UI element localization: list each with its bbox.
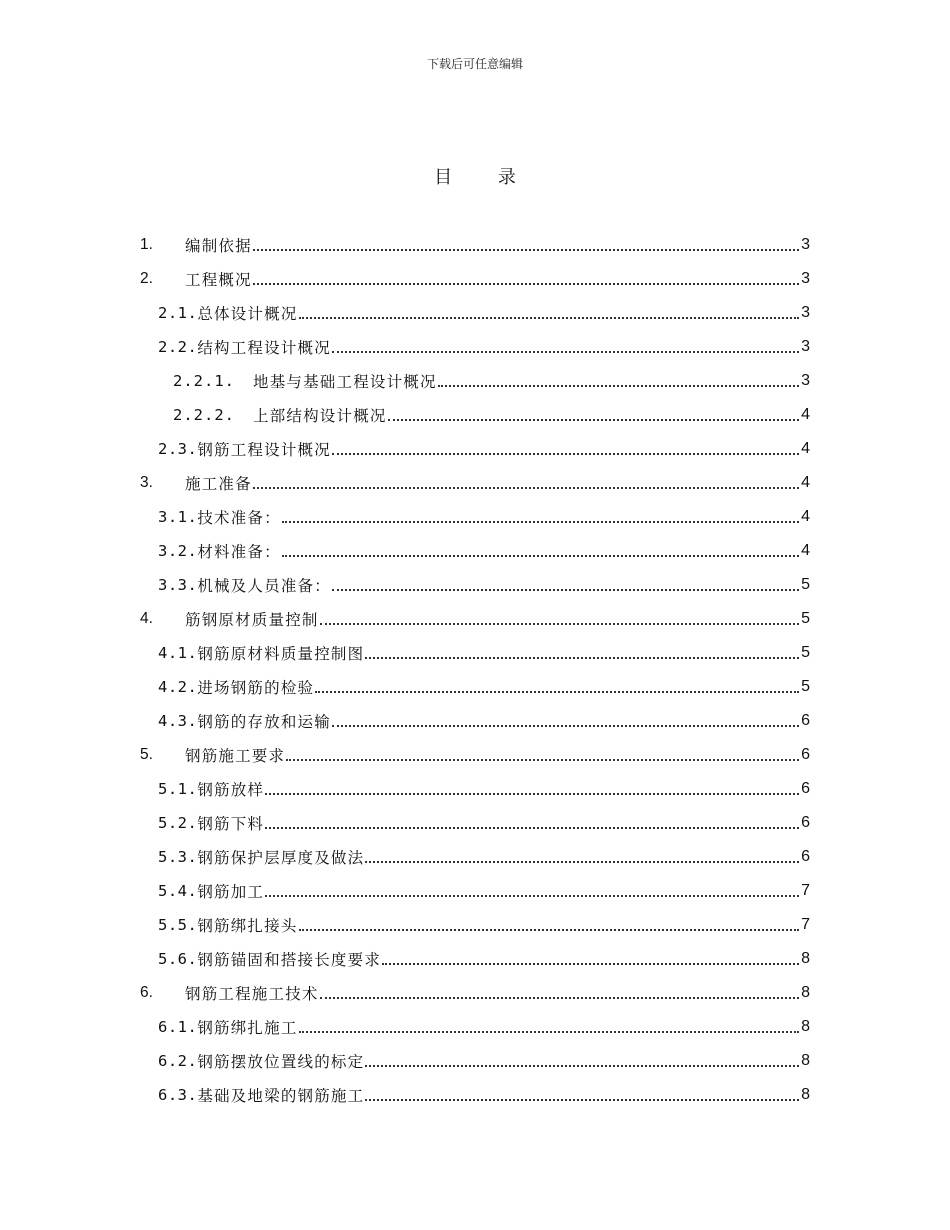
toc-entry-page: 5 xyxy=(801,678,810,695)
toc-entry-page: 8 xyxy=(801,1018,810,1035)
toc-entry-label: 钢筋的存放和运输 xyxy=(197,713,331,731)
toc-entry[interactable] xyxy=(140,228,810,262)
toc-dot-leader xyxy=(332,453,799,455)
toc-entry-label: 结构工程设计概况 xyxy=(197,339,331,357)
toc-entry-number: 1. xyxy=(140,236,153,253)
toc-entry-page: 4 xyxy=(801,440,810,457)
toc-entry-page: 6 xyxy=(801,814,810,831)
toc-entry-label: 钢筋原材料质量控制图 xyxy=(197,645,365,663)
toc-entry[interactable] xyxy=(140,908,810,942)
toc-entry-number: 6.2. xyxy=(158,1052,198,1070)
toc-entry-number: 6. xyxy=(140,984,153,1001)
toc-dot-leader xyxy=(388,419,799,421)
toc-dot-leader xyxy=(332,351,799,353)
toc-dot-leader xyxy=(253,487,799,489)
toc-dot-leader xyxy=(365,1099,799,1101)
toc-entry-number: 2. xyxy=(140,270,153,287)
toc-entry-number: 5.5. xyxy=(158,916,198,934)
toc-entry[interactable] xyxy=(140,296,810,330)
toc-entry-label: 钢筋施工要求 xyxy=(185,747,286,765)
toc-entry-number: 5.2. xyxy=(158,814,198,832)
toc-entry-label: 钢筋加工 xyxy=(197,883,265,901)
toc-entry-number: 2.2.2. xyxy=(173,406,235,424)
toc-entry[interactable] xyxy=(140,466,810,500)
toc-entry-number: 6.3. xyxy=(158,1086,198,1104)
toc-entry-page: 3 xyxy=(801,270,810,287)
toc-entry-number: 3.1. xyxy=(158,508,198,526)
toc-entry-number: 3.2. xyxy=(158,542,198,560)
toc-entry-number: 2.3. xyxy=(158,440,198,458)
toc-entry-page: 8 xyxy=(801,1086,810,1103)
toc-entry-number: 2.2.1. xyxy=(173,372,235,390)
toc-entry-number: 5.3. xyxy=(158,848,198,866)
toc-entry[interactable] xyxy=(140,568,810,602)
table-of-contents xyxy=(140,228,810,1112)
toc-dot-leader xyxy=(365,861,799,863)
toc-dot-leader xyxy=(332,725,799,727)
toc-entry[interactable] xyxy=(140,432,810,466)
toc-dot-leader xyxy=(315,691,799,693)
toc-dot-leader xyxy=(265,827,799,829)
toc-entry[interactable] xyxy=(140,602,810,636)
toc-entry[interactable] xyxy=(140,262,810,296)
toc-entry-page: 3 xyxy=(801,372,810,389)
toc-entry-label: 钢筋工程设计概况 xyxy=(197,441,331,459)
toc-entry-page: 8 xyxy=(801,1052,810,1069)
toc-entry-page: 5 xyxy=(801,610,810,627)
toc-entry-number: 3.3. xyxy=(158,576,198,594)
toc-entry-number: 6.1. xyxy=(158,1018,198,1036)
toc-entry-page: 5 xyxy=(801,576,810,593)
toc-entry[interactable] xyxy=(140,772,810,806)
toc-entry-page: 4 xyxy=(801,406,810,423)
toc-dot-leader xyxy=(332,589,799,591)
toc-entry-page: 4 xyxy=(801,542,810,559)
toc-entry-label: 基础及地梁的钢筋施工 xyxy=(197,1087,365,1105)
toc-entry[interactable] xyxy=(140,330,810,364)
toc-entry-label: 技术准备： xyxy=(197,509,281,527)
toc-entry[interactable] xyxy=(140,806,810,840)
toc-entry-page: 7 xyxy=(801,916,810,933)
toc-dot-leader xyxy=(282,521,799,523)
toc-entry-number: 4.2. xyxy=(158,678,198,696)
toc-entry[interactable] xyxy=(140,670,810,704)
toc-entry-label: 上部结构设计概况 xyxy=(253,407,387,425)
toc-entry[interactable] xyxy=(140,398,810,432)
toc-dot-leader xyxy=(265,895,799,897)
toc-entry[interactable] xyxy=(140,364,810,398)
toc-entry-label: 钢筋绑扎接头 xyxy=(197,917,298,935)
toc-entry[interactable] xyxy=(140,874,810,908)
toc-entry-number: 5.6. xyxy=(158,950,198,968)
toc-dot-leader xyxy=(265,793,799,795)
toc-entry-page: 6 xyxy=(801,712,810,729)
toc-dot-leader xyxy=(438,385,799,387)
toc-dot-leader xyxy=(320,997,799,999)
toc-entry-label: 钢筋下料 xyxy=(197,815,265,833)
toc-entry-label: 地基与基础工程设计概况 xyxy=(253,373,437,391)
toc-entry-label: 钢筋保护层厚度及做法 xyxy=(197,849,365,867)
toc-entry-page: 4 xyxy=(801,474,810,491)
toc-entry[interactable] xyxy=(140,976,810,1010)
toc-entry-page: 3 xyxy=(801,338,810,355)
toc-dot-leader xyxy=(382,963,799,965)
toc-entry-label: 钢筋工程施工技术 xyxy=(185,985,319,1003)
toc-entry-label: 施工准备 xyxy=(185,475,252,493)
toc-entry-number: 5.4. xyxy=(158,882,198,900)
toc-entry[interactable] xyxy=(140,1010,810,1044)
toc-entry-page: 3 xyxy=(801,236,810,253)
toc-entry-label: 工程概况 xyxy=(185,271,252,289)
toc-entry[interactable] xyxy=(140,840,810,874)
toc-entry[interactable] xyxy=(140,1044,810,1078)
toc-entry[interactable] xyxy=(140,1078,810,1112)
toc-entry-label: 机械及人员准备： xyxy=(197,577,331,595)
toc-entry-number: 4.1. xyxy=(158,644,198,662)
toc-title: 目 录 xyxy=(434,167,536,188)
toc-entry-label: 进场钢筋的检验 xyxy=(197,679,315,697)
toc-entry-label: 钢筋摆放位置线的标定 xyxy=(197,1053,365,1071)
toc-dot-leader xyxy=(365,1065,799,1067)
toc-entry-label: 材料准备： xyxy=(197,543,281,561)
toc-dot-leader xyxy=(253,283,799,285)
toc-entry-page: 6 xyxy=(801,780,810,797)
toc-entry-label: 钢筋锚固和搭接长度要求 xyxy=(197,951,382,969)
toc-entry-page: 6 xyxy=(801,746,810,763)
toc-entry-page: 3 xyxy=(801,304,810,321)
toc-entry-number: 4.3. xyxy=(158,712,198,730)
toc-entry-number: 2.1. xyxy=(158,304,198,322)
toc-entry-number: 2.2. xyxy=(158,338,198,356)
toc-entry[interactable] xyxy=(140,738,810,772)
toc-dot-leader xyxy=(299,317,800,319)
toc-dot-leader xyxy=(282,555,799,557)
toc-entry-number: 3. xyxy=(140,474,153,491)
toc-entry[interactable] xyxy=(140,942,810,976)
toc-entry-number: 4. xyxy=(140,610,153,627)
toc-entry-page: 6 xyxy=(801,848,810,865)
toc-entry-page: 8 xyxy=(801,950,810,967)
toc-entry-page: 4 xyxy=(801,508,810,525)
toc-entry-label: 筋钢原材质量控制 xyxy=(185,611,319,629)
toc-entry-label: 钢筋绑扎施工 xyxy=(197,1019,298,1037)
toc-entry-page: 8 xyxy=(801,984,810,1001)
toc-entry-number: 5. xyxy=(140,746,153,763)
toc-entry[interactable] xyxy=(140,500,810,534)
toc-entry-label: 编制依据 xyxy=(185,237,252,255)
toc-entry[interactable] xyxy=(140,704,810,738)
toc-dot-leader xyxy=(320,623,799,625)
toc-entry-page: 7 xyxy=(801,882,810,899)
toc-entry-page: 5 xyxy=(801,644,810,661)
toc-dot-leader xyxy=(365,657,799,659)
toc-dot-leader xyxy=(253,249,799,251)
toc-entry[interactable] xyxy=(140,636,810,670)
toc-entry-number: 5.1. xyxy=(158,780,198,798)
toc-entry-label: 钢筋放样 xyxy=(197,781,265,799)
toc-entry[interactable] xyxy=(140,534,810,568)
toc-dot-leader xyxy=(299,929,800,931)
toc-dot-leader xyxy=(299,1031,800,1033)
toc-dot-leader xyxy=(286,759,799,761)
header-note: 下载后可任意编辑 xyxy=(426,57,523,71)
toc-entry-label: 总体设计概况 xyxy=(197,305,298,323)
